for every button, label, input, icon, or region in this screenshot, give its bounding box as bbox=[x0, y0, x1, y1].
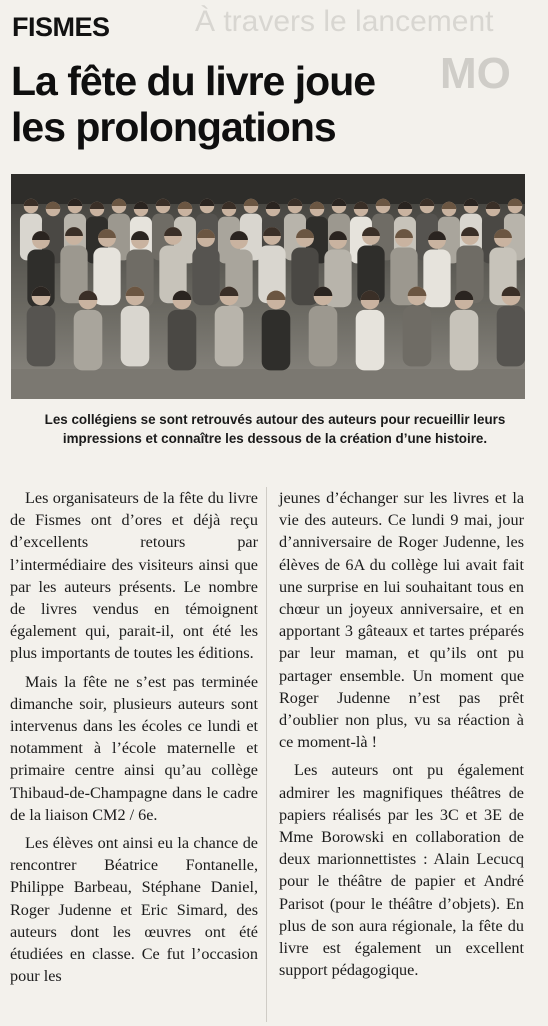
article-column-right bbox=[279, 487, 524, 987]
column-divider bbox=[266, 487, 267, 1022]
paragraph: Les élèves ont ainsi eu la chance de rencontrer Béatrice Fontanelle, Philippe Barbeau, Stéphane Daniel, Roger Judenne et Eric Simard, des auteurs dont les œuvres ont été étudiées en classe. Ce fut l’occasion pour les bbox=[10, 834, 258, 986]
group-photo-illustration bbox=[11, 174, 525, 399]
headline bbox=[11, 58, 531, 150]
group-photo bbox=[11, 174, 525, 399]
article-column-left bbox=[10, 487, 258, 993]
photo-caption: Les collégiens se sont retrouvés autour des auteurs pour recueillir leurs impressions et connaître les dessous de la création d’une histoire. bbox=[44, 412, 506, 446]
paragraph: jeunes d’échanger sur les livres et la vie des auteurs. Ce lundi 9 mai, jour d’anniversaire de Roger Judenne, les élèves de 6A du collège lui avait fait une surprise en lui souhaitant tous en chœur un joyeux anniversaire, et en apportant 3 gâteaux et tartes préparés par leur maman, et qu’ils ont pu partager ensemble. Un moment que Roger Judenne n’est pas prêt d’oublier non plus, vu sa réaction à ce moment-là ! bbox=[279, 489, 524, 752]
background-bleed-text: À travers le lancement bbox=[195, 5, 494, 38]
background-bleed-text-2: MO bbox=[440, 56, 511, 92]
headline-line-2: les prolongations bbox=[11, 104, 336, 150]
paragraph: Les auteurs ont pu également admirer les magnifiques théâtres de papiers réalisés par les 3C et 3E de Mme Borowski en collaboration de deux marionnettistes : Alain Lecucq pour le théâtre de papier et André Parisot (pour le théâtre d’objets). En plus de son aura régionale, la fête du livre est également un excellent support pédagogique. bbox=[279, 761, 524, 980]
headline-line-1: La fête du livre joue bbox=[11, 58, 376, 104]
paragraph: Mais la fête ne s’est pas terminée dimanche soir, plusieurs auteurs sont intervenus dans les écoles ce lundi et notamment à l’école maternelle et primaire centre ainsi qu’au collège Thibaud-de-Champagne dans le cadre de la liaison CM2 / 6e. bbox=[10, 672, 258, 824]
section-label: FISMES bbox=[12, 12, 116, 43]
paragraph: Les organisateurs de la fête du livre de Fismes ont d’ores et déjà reçu d’excellents retours par l’intermédiaire des visiteurs ainsi que par les auteurs présents. Le nombre de livres vendus en témoignent également qui, parait-il, ont été les plus importants de toutes les éditions. bbox=[10, 489, 258, 663]
